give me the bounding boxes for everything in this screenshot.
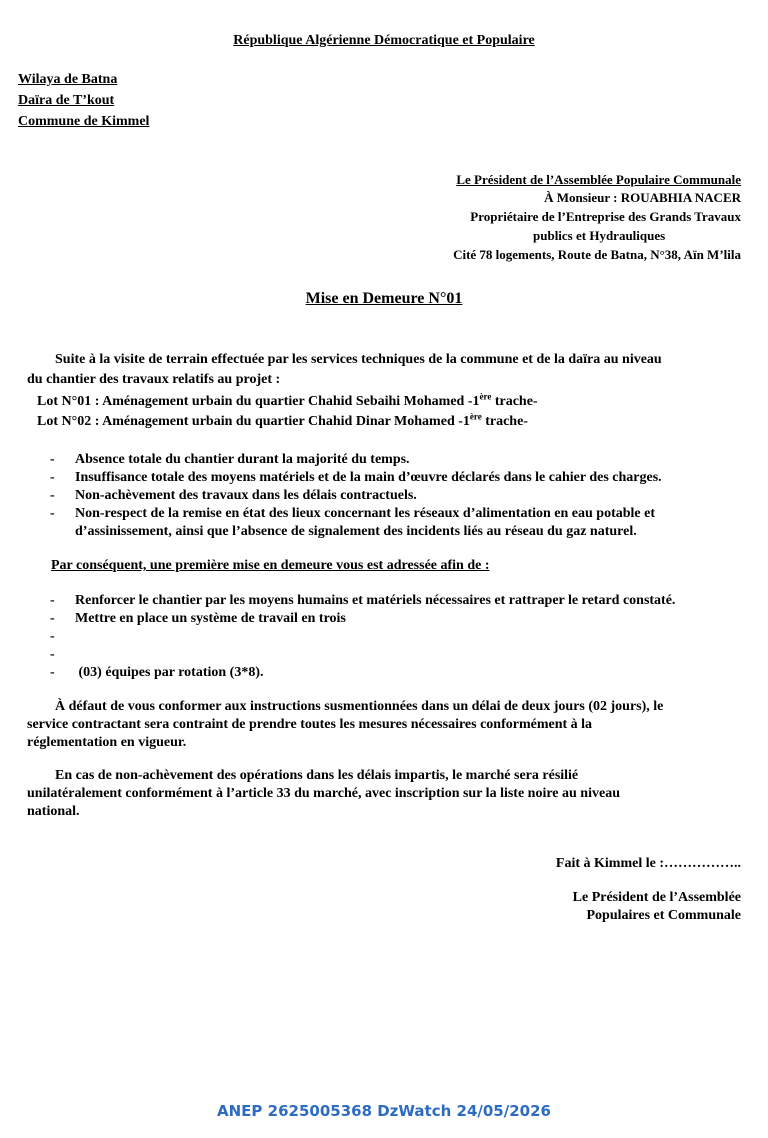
list-item-continuation: d’assinissement, ainsi que l’absence de signalement des incidents liés au réseau du gaz naturel.	[75, 524, 637, 539]
recipient-company-line2: publics et Hydrauliques	[533, 228, 666, 243]
list-item: Mettre en place un système de travail en trois	[75, 611, 346, 626]
list-bullet: -	[50, 647, 55, 662]
list-item: (03) équipes par rotation (3*8).	[75, 665, 264, 680]
intro-line1: Suite à la visite de terrain effectuée par les services techniques de la commune et de la daïra au niveau	[55, 352, 662, 367]
list-bullet: -	[50, 506, 55, 521]
list-bullet: -	[50, 665, 55, 680]
lot-1: Lot N°01 : Aménagement urbain du quartier Chahid Sebaihi Mohamed -1ère trache-	[37, 391, 538, 409]
recipient-name: À Monsieur : ROUABHIA NACER	[544, 190, 741, 205]
publication-footer: ANEP 2625005368 DzWatch 24/05/2026	[217, 1102, 551, 1120]
deadline-line2: service contractant sera contraint de prendre toutes les mesures nécessaires conformément à la	[27, 717, 593, 732]
recipient-company-line1: Propriétaire de l’Entreprise des Grands Travaux	[470, 209, 741, 224]
list-bullet: -	[50, 488, 55, 503]
republic-heading: République Algérienne Démocratique et Populaire	[233, 33, 535, 48]
document-title: Mise en Demeure N°01	[305, 290, 463, 307]
list-bullet: -	[50, 611, 55, 626]
termination-line2: unilatéralement conformément à l’article 33 du marché, avec inscription sur la liste noire au niveau	[27, 786, 620, 801]
list-item: Non-respect de la remise en état des lieux concernant les réseaux d’alimentation en eau potable et	[75, 506, 656, 521]
list-bullet: -	[50, 593, 55, 608]
list-item: Absence totale du chantier durant la majorité du temps.	[75, 452, 410, 467]
consequence-heading: Par conséquent, une première mise en demeure vous est adressée afin de :	[51, 558, 490, 573]
intro-line2: du chantier des travaux relatifs au projet :	[27, 372, 281, 387]
sender-title: Le Président de l’Assemblée Populaire Communale	[456, 172, 741, 187]
termination-line3: national.	[27, 804, 80, 819]
list-item: Renforcer le chantier par les moyens humains et matériels nécessaires et rattraper le retard constaté.	[75, 593, 676, 608]
deadline-line1: À défaut de vous conformer aux instructions susmentionnées dans un délai de deux jours (02 jours), le	[55, 699, 664, 714]
list-bullet: -	[50, 470, 55, 485]
signatory-title-line1: Le Président de l’Assemblée	[572, 890, 741, 905]
termination-line1: En cas de non-achèvement des opérations dans les délais impartis, le marché sera résilié	[55, 768, 579, 783]
list-item: Non-achèvement des travaux dans les délais contractuels.	[75, 488, 417, 503]
list-bullet: -	[50, 629, 55, 644]
lot-2: Lot N°02 : Aménagement urbain du quartier Chahid Dinar Mohamed -1ère trache-	[37, 411, 528, 429]
commune-label: Commune de Kimmel	[18, 114, 150, 129]
signatory-title-line2: Populaires et Communale	[586, 908, 741, 923]
list-bullet: -	[50, 452, 55, 467]
recipient-address: Cité 78 logements, Route de Batna, N°38, Aïn M’lila	[453, 247, 741, 262]
list-item: Insuffisance totale des moyens matériels et de la main d’œuvre déclarés dans le cahier des charges.	[75, 470, 662, 485]
wilaya-label: Wilaya de Batna	[18, 72, 118, 87]
place-date: Fait à Kimmel le :……………..	[555, 856, 741, 871]
deadline-line3: réglementation en vigueur.	[27, 735, 187, 750]
daira-label: Daïra de T’kout	[18, 93, 115, 108]
